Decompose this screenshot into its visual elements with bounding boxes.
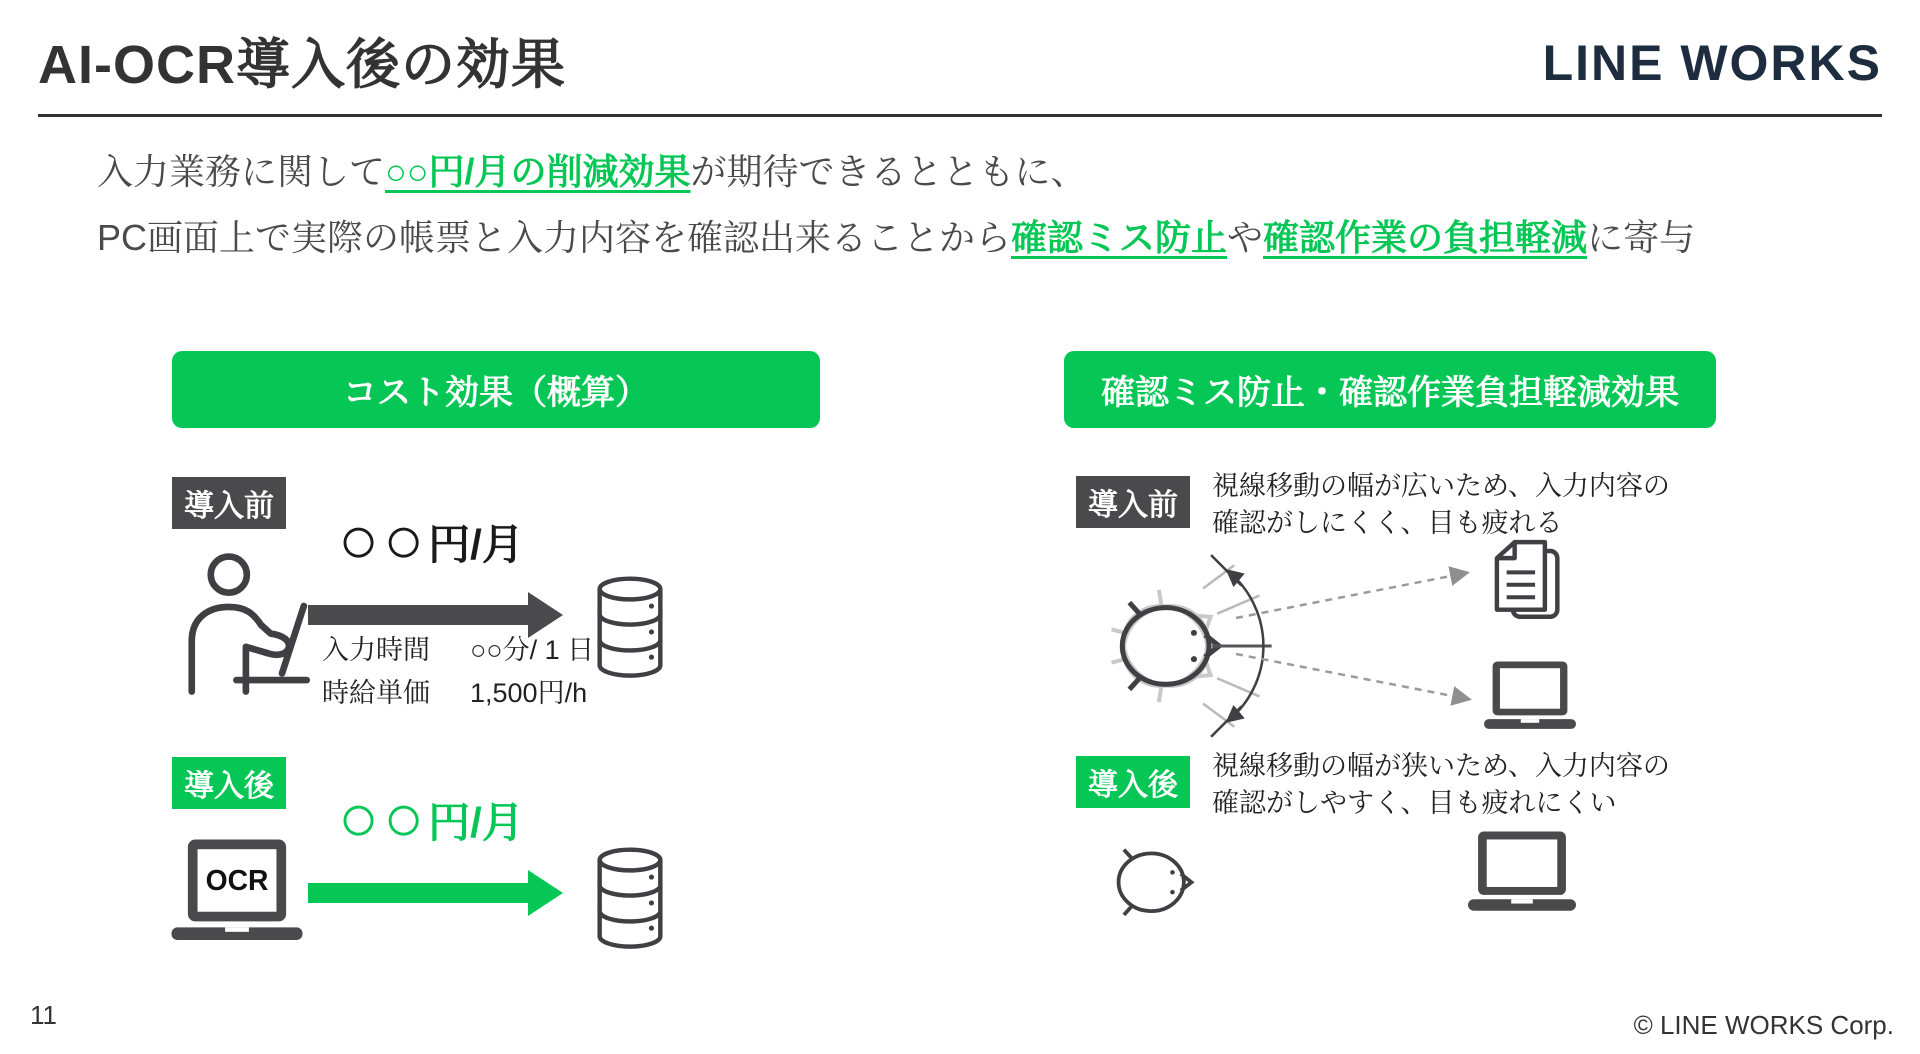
check-section-header: 確認ミス防止・確認作業負担軽減効果 (1064, 351, 1716, 428)
lead-text: が期待できるとともに、 (690, 151, 1087, 192)
database-icon (593, 555, 667, 703)
sightline-arrows (1228, 556, 1492, 718)
cost-after-badge: 導入後 (172, 757, 286, 809)
detail-time-label: 入力時間 (322, 635, 430, 665)
cost-section-header: コスト効果（概算） (172, 351, 820, 428)
check-after-desc (1212, 748, 1670, 822)
check-before-badge: 導入前 (1076, 476, 1190, 528)
database-icon (593, 826, 667, 974)
arrow-shaft (308, 883, 528, 903)
laptop-ocr-icon (170, 838, 304, 946)
detail-wage-label: 時給単価 (322, 678, 430, 708)
page-title: AI-OCR導入後の効果 (38, 35, 566, 95)
cost-before-badge: 導入前 (172, 477, 286, 529)
lead-text: 入力業務に関して (97, 151, 386, 192)
check-before-desc (1212, 468, 1670, 542)
lead-highlight-cost: ○○円/月の削減効果 (385, 151, 691, 192)
line-works-logo: LINE WORKS (1542, 35, 1882, 91)
lead-text: や (1227, 217, 1264, 258)
cost-after-amount (338, 780, 524, 856)
desc-line-1: 視線移動の幅が広いため、入力内容の (1212, 471, 1670, 501)
copyright: © LINE WORKS Corp. (1633, 1010, 1894, 1040)
arrow-shaft (308, 605, 528, 625)
lead-text: に寄与 (1587, 217, 1696, 258)
detail-wage-value: 1,500円/h (470, 678, 588, 708)
person-at-laptop-icon (176, 549, 312, 701)
flow-arrow-green (308, 870, 563, 916)
check-after-badge: 導入後 (1076, 756, 1190, 808)
laptop-icon (1468, 830, 1576, 913)
desc-line-1: 視線移動の幅が狭いため、入力内容の (1212, 751, 1670, 781)
title-divider (38, 114, 1882, 117)
desc-line-2: 確認がしにくく、目も疲れる (1212, 508, 1563, 538)
lead-highlight-miss: 確認ミス防止 (1011, 217, 1228, 258)
detail-time-value: ○○分/ 1 日 (470, 635, 595, 665)
head-top-view-icon (1114, 838, 1196, 928)
lead-line-1 (97, 144, 1087, 195)
amount-unit: 円/月 (428, 521, 524, 568)
cost-detail (322, 628, 594, 710)
desc-line-2: 確認がしやすく、目も疲れにくい (1212, 788, 1617, 818)
laptop-icon (1484, 660, 1576, 731)
lead-highlight-burden: 確認作業の負担軽減 (1263, 217, 1588, 258)
amount-unit: 円/月 (428, 799, 524, 846)
arrow-head (528, 870, 563, 916)
page-number: 11 (30, 1000, 57, 1030)
cost-before-amount (338, 502, 524, 578)
amount-circles: ○○ (338, 780, 429, 856)
documents-icon (1488, 538, 1568, 628)
lead-text: PC画面上で実際の帳票と入力内容を確認出来ることから (97, 217, 1012, 258)
lead-line-2 (97, 210, 1695, 261)
amount-circles: ○○ (338, 502, 429, 578)
ocr-label: OCR (205, 864, 269, 897)
